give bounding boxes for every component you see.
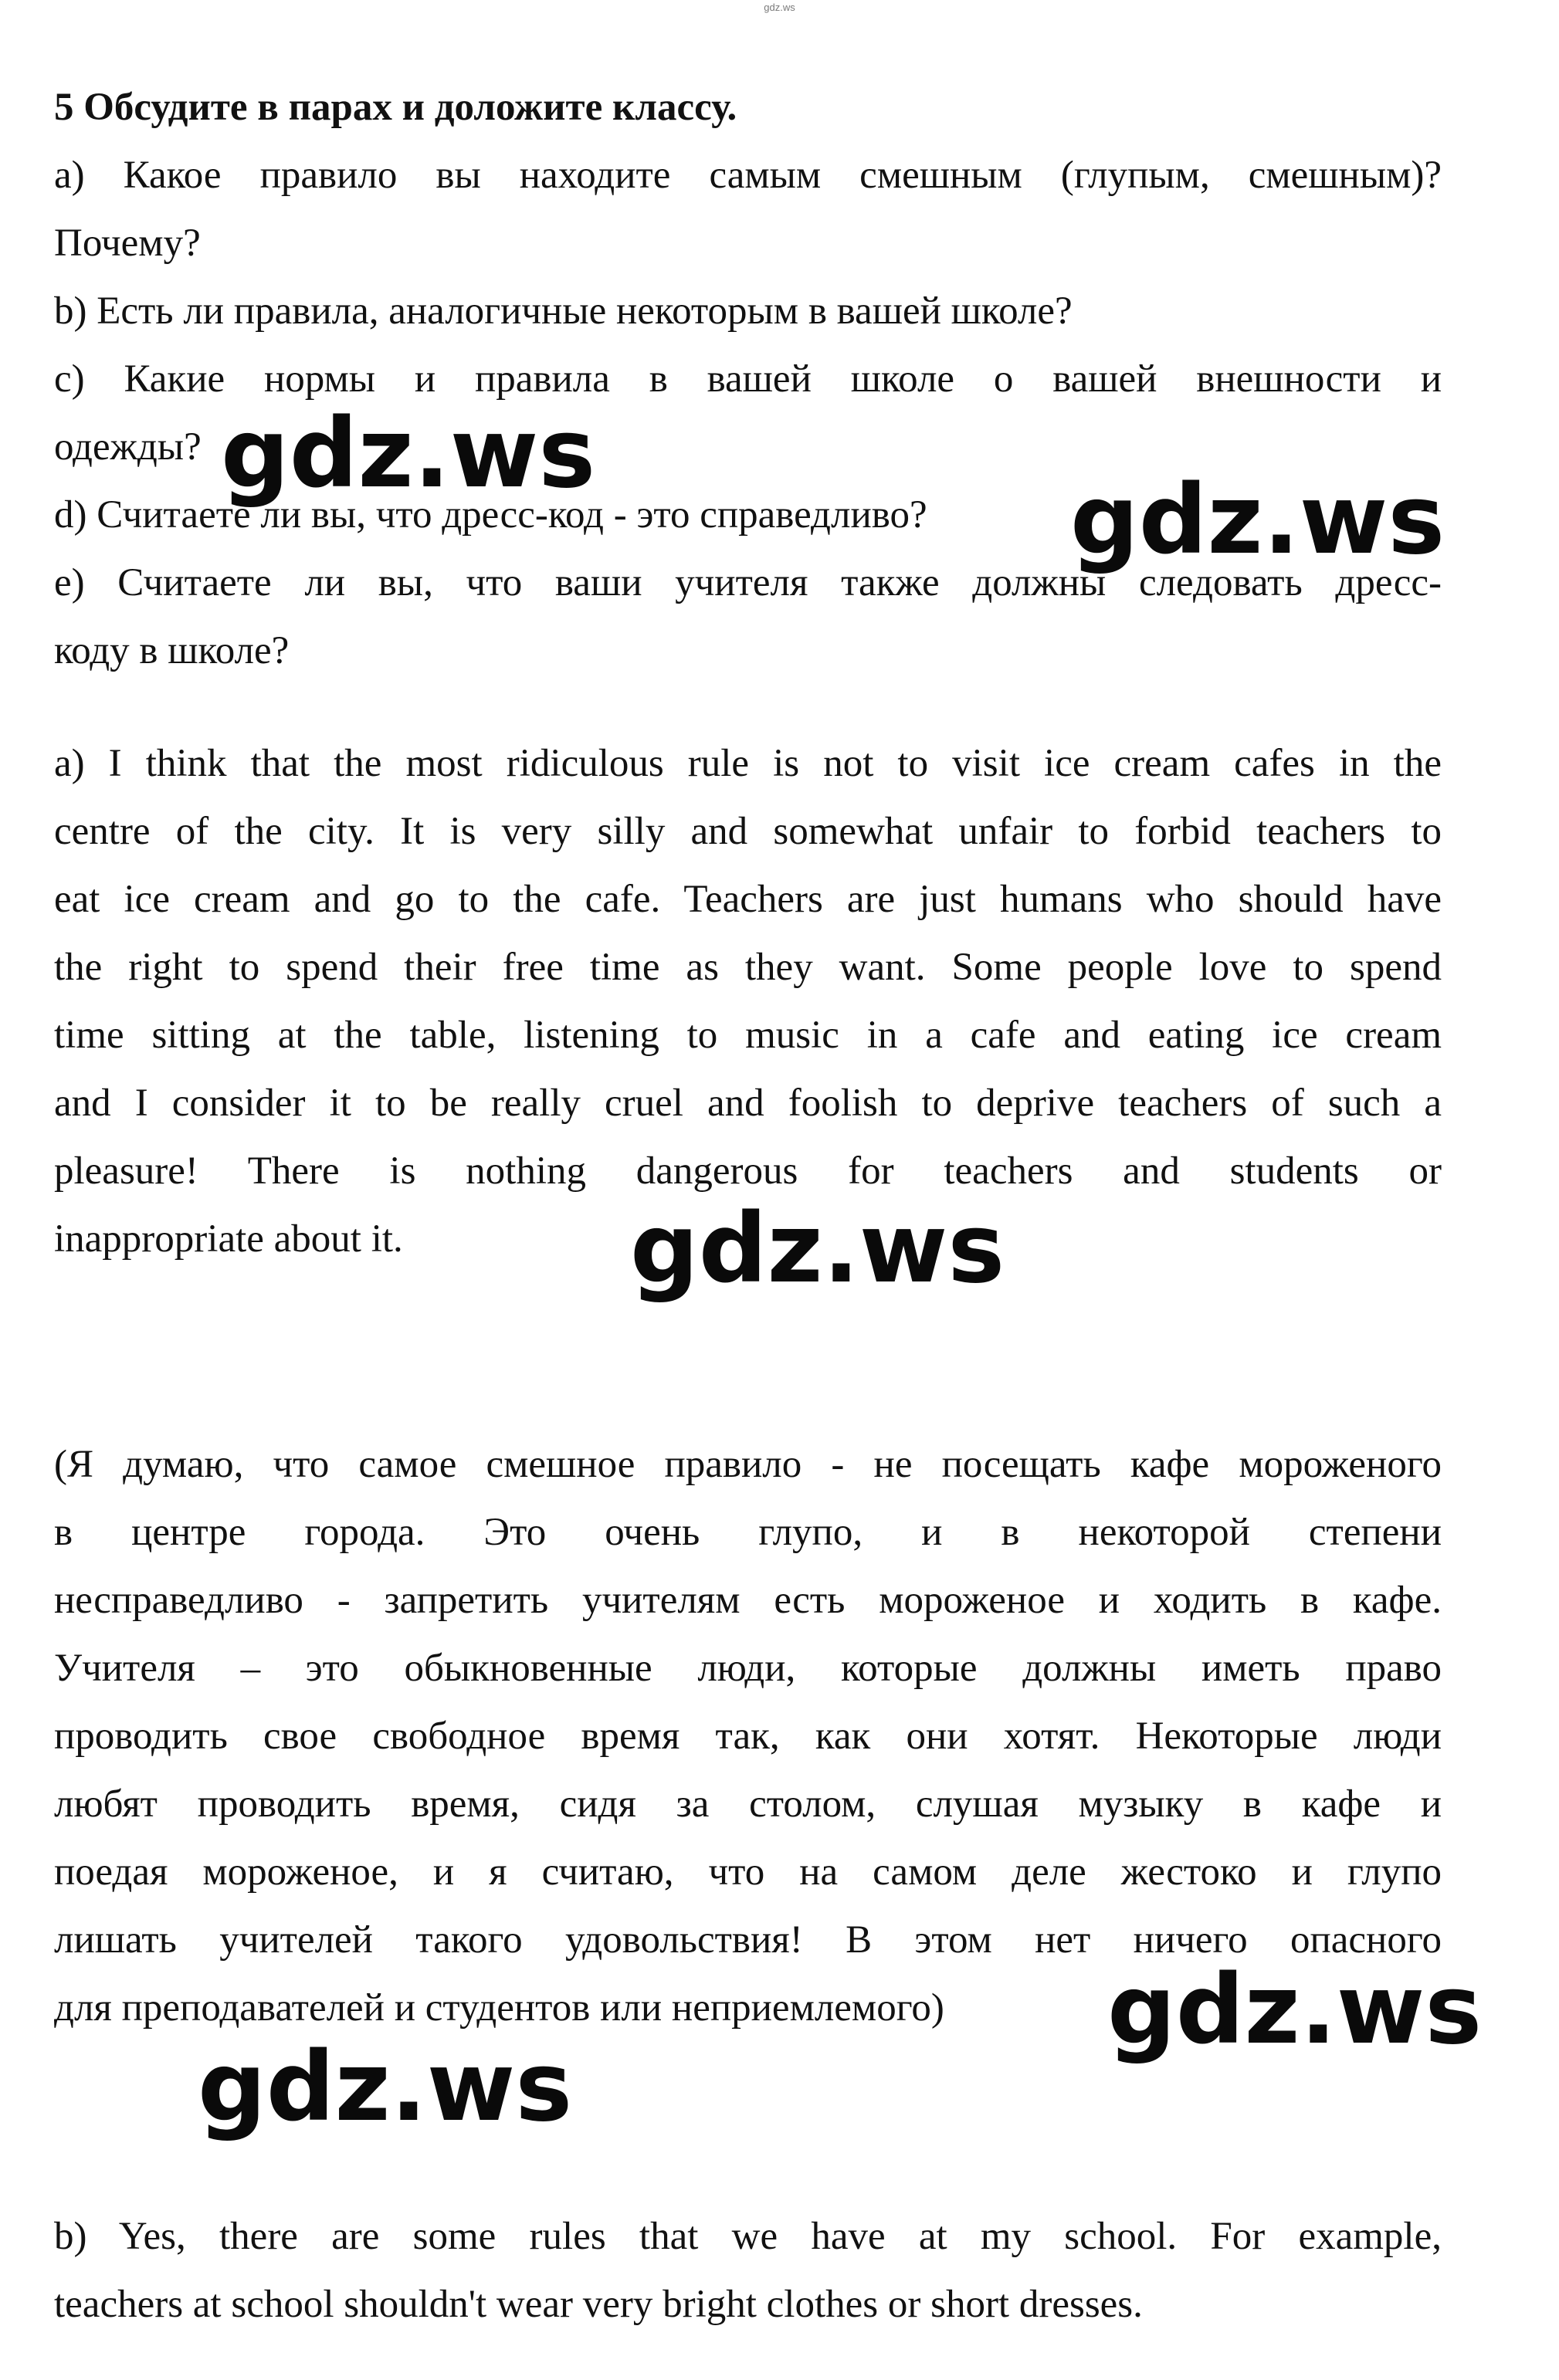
answer-a-line-2: centre of the city. It is very silly and somewhat unfair to forbid teachers to — [54, 810, 1442, 853]
answer-b-line-1: b) Yes, there are some rules that we have at my school. For example, — [54, 2215, 1442, 2258]
translation-a-line-3: несправедливо - запретить учителям есть мороженое и ходить в кафе. — [54, 1579, 1442, 1622]
translation-a-line-8: лишать учителей такого удовольствия! В этом нет ничего опасного — [54, 1918, 1442, 1962]
task-question-e-line-1: e) Считаете ли вы, что ваши учителя также должны следовать дресс- — [54, 561, 1442, 604]
answer-a-line-4: the right to spend their free time as they want. Some people love to spend — [54, 946, 1442, 989]
answer-a-line-6: and I consider it to be really cruel and foolish to deprive teachers of such a — [54, 1082, 1442, 1125]
answer-a-line-1: a) I think that the most ridiculous rule is not to visit ice cream cafes in the — [54, 742, 1442, 785]
watermark-4: gdz.ws — [1107, 1955, 1483, 2066]
task-question-c-line-2: одежды? — [54, 425, 202, 469]
watermark-3: gdz.ws — [630, 1193, 1005, 1305]
task-question-d: d) Считаете ли вы, что дресс-код - это справедливо? — [54, 493, 927, 537]
watermark-2: gdz.ws — [1070, 465, 1445, 576]
task-question-c-line-1: c) Какие нормы и правила в вашей школе о вашей внешности и — [54, 357, 1442, 401]
watermark-5: gdz.ws — [198, 2032, 573, 2143]
translation-a-line-6: любят проводить время, сидя за столом, слушая музыку в кафе и — [54, 1782, 1442, 1826]
task-question-a-line-1: a) Какое правило вы находите самым смешным (глупым, смешным)? — [54, 154, 1442, 197]
task-question-b: b) Есть ли правила, аналогичные некоторым в вашей школе? — [54, 289, 1073, 333]
translation-a-line-5: проводить свое свободное время так, как они хотят. Некоторые люди — [54, 1715, 1442, 1758]
translation-a-line-7: поедая мороженое, и я считаю, что на самом деле жестоко и глупо — [54, 1850, 1442, 1894]
watermark-1: gdz.ws — [221, 398, 596, 510]
task-title: 5 Обсудите в парах и доложите классу. — [54, 86, 737, 129]
translation-a-line-1: (Я думаю, что самое смешное правило - не посещать кафе мороженого — [54, 1443, 1442, 1486]
answer-b-line-2: teachers at school shouldn't wear very bright clothes or short dresses. — [54, 2283, 1143, 2326]
answer-a-line-5: time sitting at the table, listening to music in a cafe and eating ice cream — [54, 1014, 1442, 1057]
translation-a-line-9: для преподавателей и студентов или неприемлемого) — [54, 1986, 944, 2030]
task-question-e-line-2: коду в школе? — [54, 629, 290, 672]
translation-a-line-2: в центре города. Это очень глупо, и в некоторой степени — [54, 1511, 1442, 1554]
translation-a-line-4: Учителя – это обыкновенные люди, которые должны иметь право — [54, 1647, 1442, 1690]
task-question-a-line-2: Почему? — [54, 222, 201, 265]
answer-a-line-7: pleasure! There is nothing dangerous for teachers and students or — [54, 1149, 1442, 1193]
answer-a-line-3: eat ice cream and go to the cafe. Teachers are just humans who should have — [54, 878, 1442, 921]
top-watermark: gdz.ws — [764, 2, 795, 13]
answer-a-line-8: inappropriate about it. — [54, 1217, 403, 1261]
